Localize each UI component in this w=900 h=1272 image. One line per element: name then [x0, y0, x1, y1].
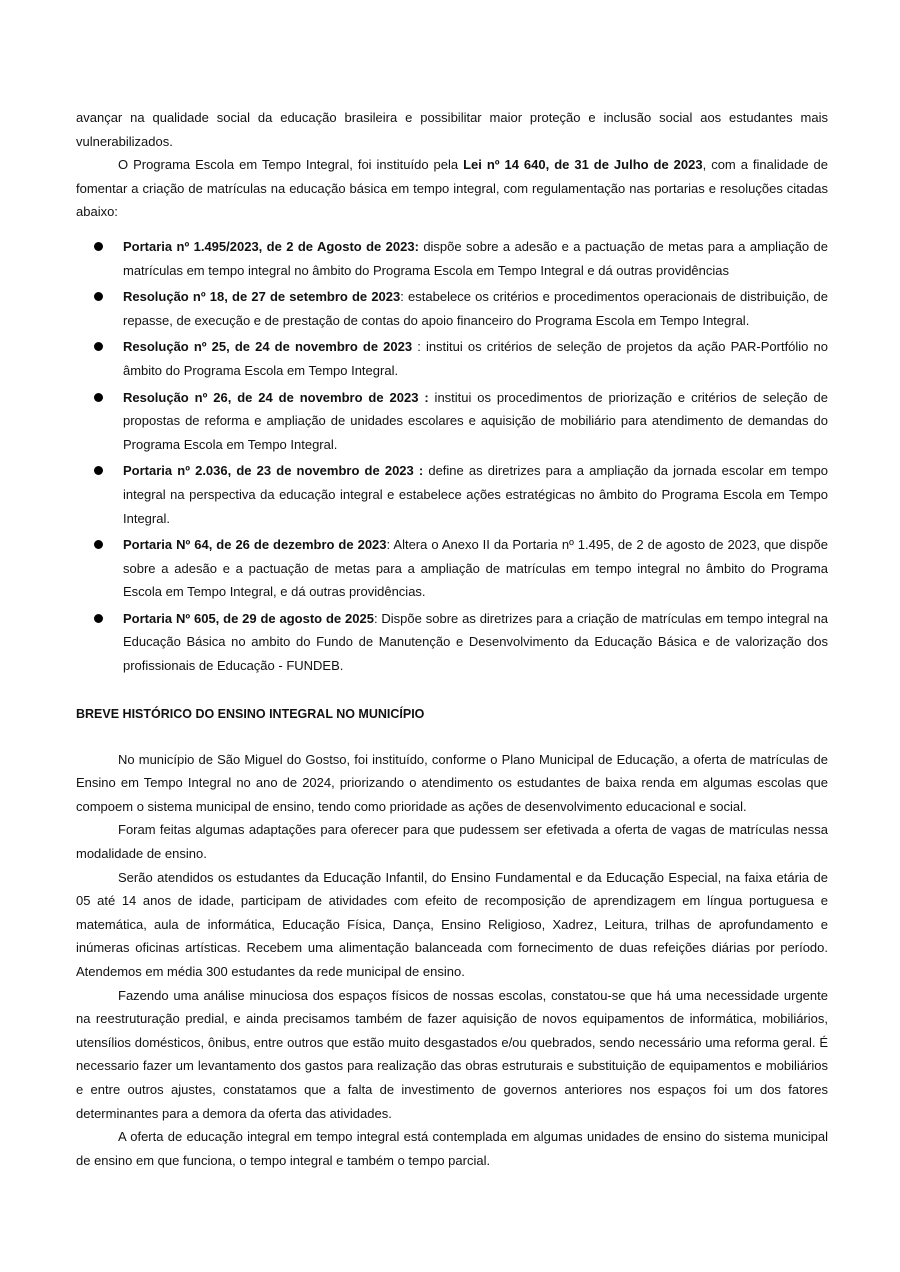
- text: O Programa Escola em Tempo Integral, foi instituído pela: [118, 157, 464, 173]
- norm-description: : Altera o Anexo II da Portaria nº 1.495, de 2 de agosto de 2023, que dispõe sobre a adesão e a pactuação de metas para a ampliação de matrículas em tempo integral no âmbito do Programa Escola em Tempo Integral, e dá outras providências.: [123, 537, 828, 600]
- list-item: [76, 386, 828, 457]
- list-item: [76, 335, 828, 382]
- norm-title: Portaria nº 1.495/2023, de 2 de Agosto de 2023:: [123, 238, 419, 254]
- norm-description: define as diretrizes para a ampliação da jornada escolar em tempo integral na perspectiva da educação integral e estabelece ações estratégicas no âmbito do Programa Escola em Tempo Integral.: [123, 463, 828, 526]
- law-reference: Lei nº 14 640, de 31 de Julho de 2023: [463, 157, 703, 173]
- intro-paragraph-1: avançar na qualidade social da educação brasileira e possibilitar maior proteção e inclusão social aos estudantes mais vulnerabilizados.: [76, 110, 828, 149]
- bullet-icon: [94, 393, 103, 402]
- bullet-icon: [94, 614, 103, 623]
- norm-description: : Dispõe sobre as diretrizes para a criação de matrículas em tempo integral na Educação Básica no ambito do Fundo de Manutenção e Desenvolvimento da Educação Básica e de valorização dos profissionais de Educação - FUNDEB.: [123, 610, 829, 674]
- bullet-icon: [94, 540, 103, 549]
- bullet-icon: [94, 342, 103, 351]
- norm-title: Resolução nº 25, de 24 de novembro de 2023: [123, 339, 413, 355]
- list-item: [76, 459, 828, 530]
- intro-paragraph-2: [76, 153, 828, 224]
- history-paragraph: Foram feitas algumas adaptações para oferecer para que pudessem ser efetivada a oferta de vagas de matrículas nessa modalidade de ensino.: [76, 822, 828, 862]
- history-paragraph: A oferta de educação integral em tempo integral está contemplada em algumas unidades de ensino do sistema municipal de ensino em que funciona, o tempo integral e também o tempo parcial.: [76, 1129, 828, 1168]
- history-paragraph: Serão atendidos os estudantes da Educação Infantil, do Ensino Fundamental e da Educação Especial, na faixa etária de 05 até 14 anos de idade, participam de atividades com efeito de recomposição de aprendizagem em língua portuguesa e matemática, aula de informática, Educação Física, Dança, Ensino Religioso, Xadrez, Leitura, trilhas de aprofundamento e inúmeras oficinas artísticas. Recebem uma alimentação balanceada com fornecimento de duas refeições diárias por período. Atendemos em média 300 estudantes da rede municipal de ensino.: [76, 869, 828, 979]
- list-item: [76, 607, 828, 678]
- bullet-icon: [94, 292, 103, 301]
- norm-title: Portaria Nº 605, de 29 de agosto de 2025: [123, 610, 374, 626]
- norm-title: Portaria Nº 64, de 26 de dezembro de 2023: [123, 537, 387, 553]
- section-heading: BREVE HISTÓRICO DO ENSINO INTEGRAL NO MUNICÍPIO: [76, 706, 425, 721]
- bullet-icon: [94, 466, 103, 475]
- list-item: [76, 235, 828, 282]
- list-item: [76, 533, 828, 604]
- norm-description: institui os procedimentos de priorização e critérios de seleção de propostas de reforma e ampliação de unidades escolares e aquisição de mobiliário para atendimento de demandas do Programa Escola em Tempo Integral.: [123, 389, 828, 452]
- norm-title: Portaria nº 2.036, de 23 de novembro de 2023 :: [123, 463, 424, 479]
- document-page: [76, 106, 828, 1172]
- text: , com a finalidade de fomentar a criação de matrículas na educação básica em tempo integral, com regulamentação nas portarias e resoluções citadas abaixo:: [76, 157, 829, 220]
- history-paragraph: No município de São Miguel do Gostso, foi instituído, conforme o Plano Municipal de Educação, a oferta de matrículas de Ensino em Tempo Integral no ano de 2024, priorizando o atendimento os estudantes de baixa renda em algumas escolas que compoem o sistema municipal de ensino, tendo como prioridade as ações de desenvolvimento educacional e social.: [76, 751, 828, 814]
- history-paragraph: Fazendo uma análise minuciosa dos espaços físicos de nossas escolas, constatou-se que há uma necessidade urgente na reestruturação predial, e ainda precisamos também de fazer aquisição de novos equipamentos de informática, mobiliários, utensílios domésticos, ônibus, entre outros que estão muito desgastados e/ou quebrados, sendo necessário uma reforma geral. É necessario fazer um levantamento dos gastos para realização das obras estruturais e substituição de equipamentos e mobiliários e entre outros ajustes, constatamos que a falta de investimento de governos anteriores nos espaços foi um dos fatores determinantes para a demora da oferta das atividades.: [76, 987, 828, 1121]
- norms-list: [76, 235, 828, 678]
- norm-description: : estabelece os critérios e procedimentos operacionais de distribuição, de repasse, de execução e de prestação de contas do apoio financeiro do Programa Escola em Tempo Integral.: [123, 289, 828, 328]
- list-item: [76, 285, 828, 332]
- norm-description: dispõe sobre a adesão e a pactuação de metas para a ampliação de matrículas em tempo integral no âmbito do Programa Escola em Tempo Integral e dá outras providências: [123, 238, 829, 278]
- norm-description: : institui os critérios de seleção de projetos da ação PAR-Portfólio no âmbito do Programa Escola em Tempo Integral.: [123, 339, 828, 378]
- bullet-icon: [94, 242, 103, 251]
- norm-title: Resolução nº 18, de 27 de setembro de 2023: [123, 289, 401, 305]
- norm-title: Resolução nº 26, de 24 de novembro de 2023 :: [123, 389, 429, 405]
